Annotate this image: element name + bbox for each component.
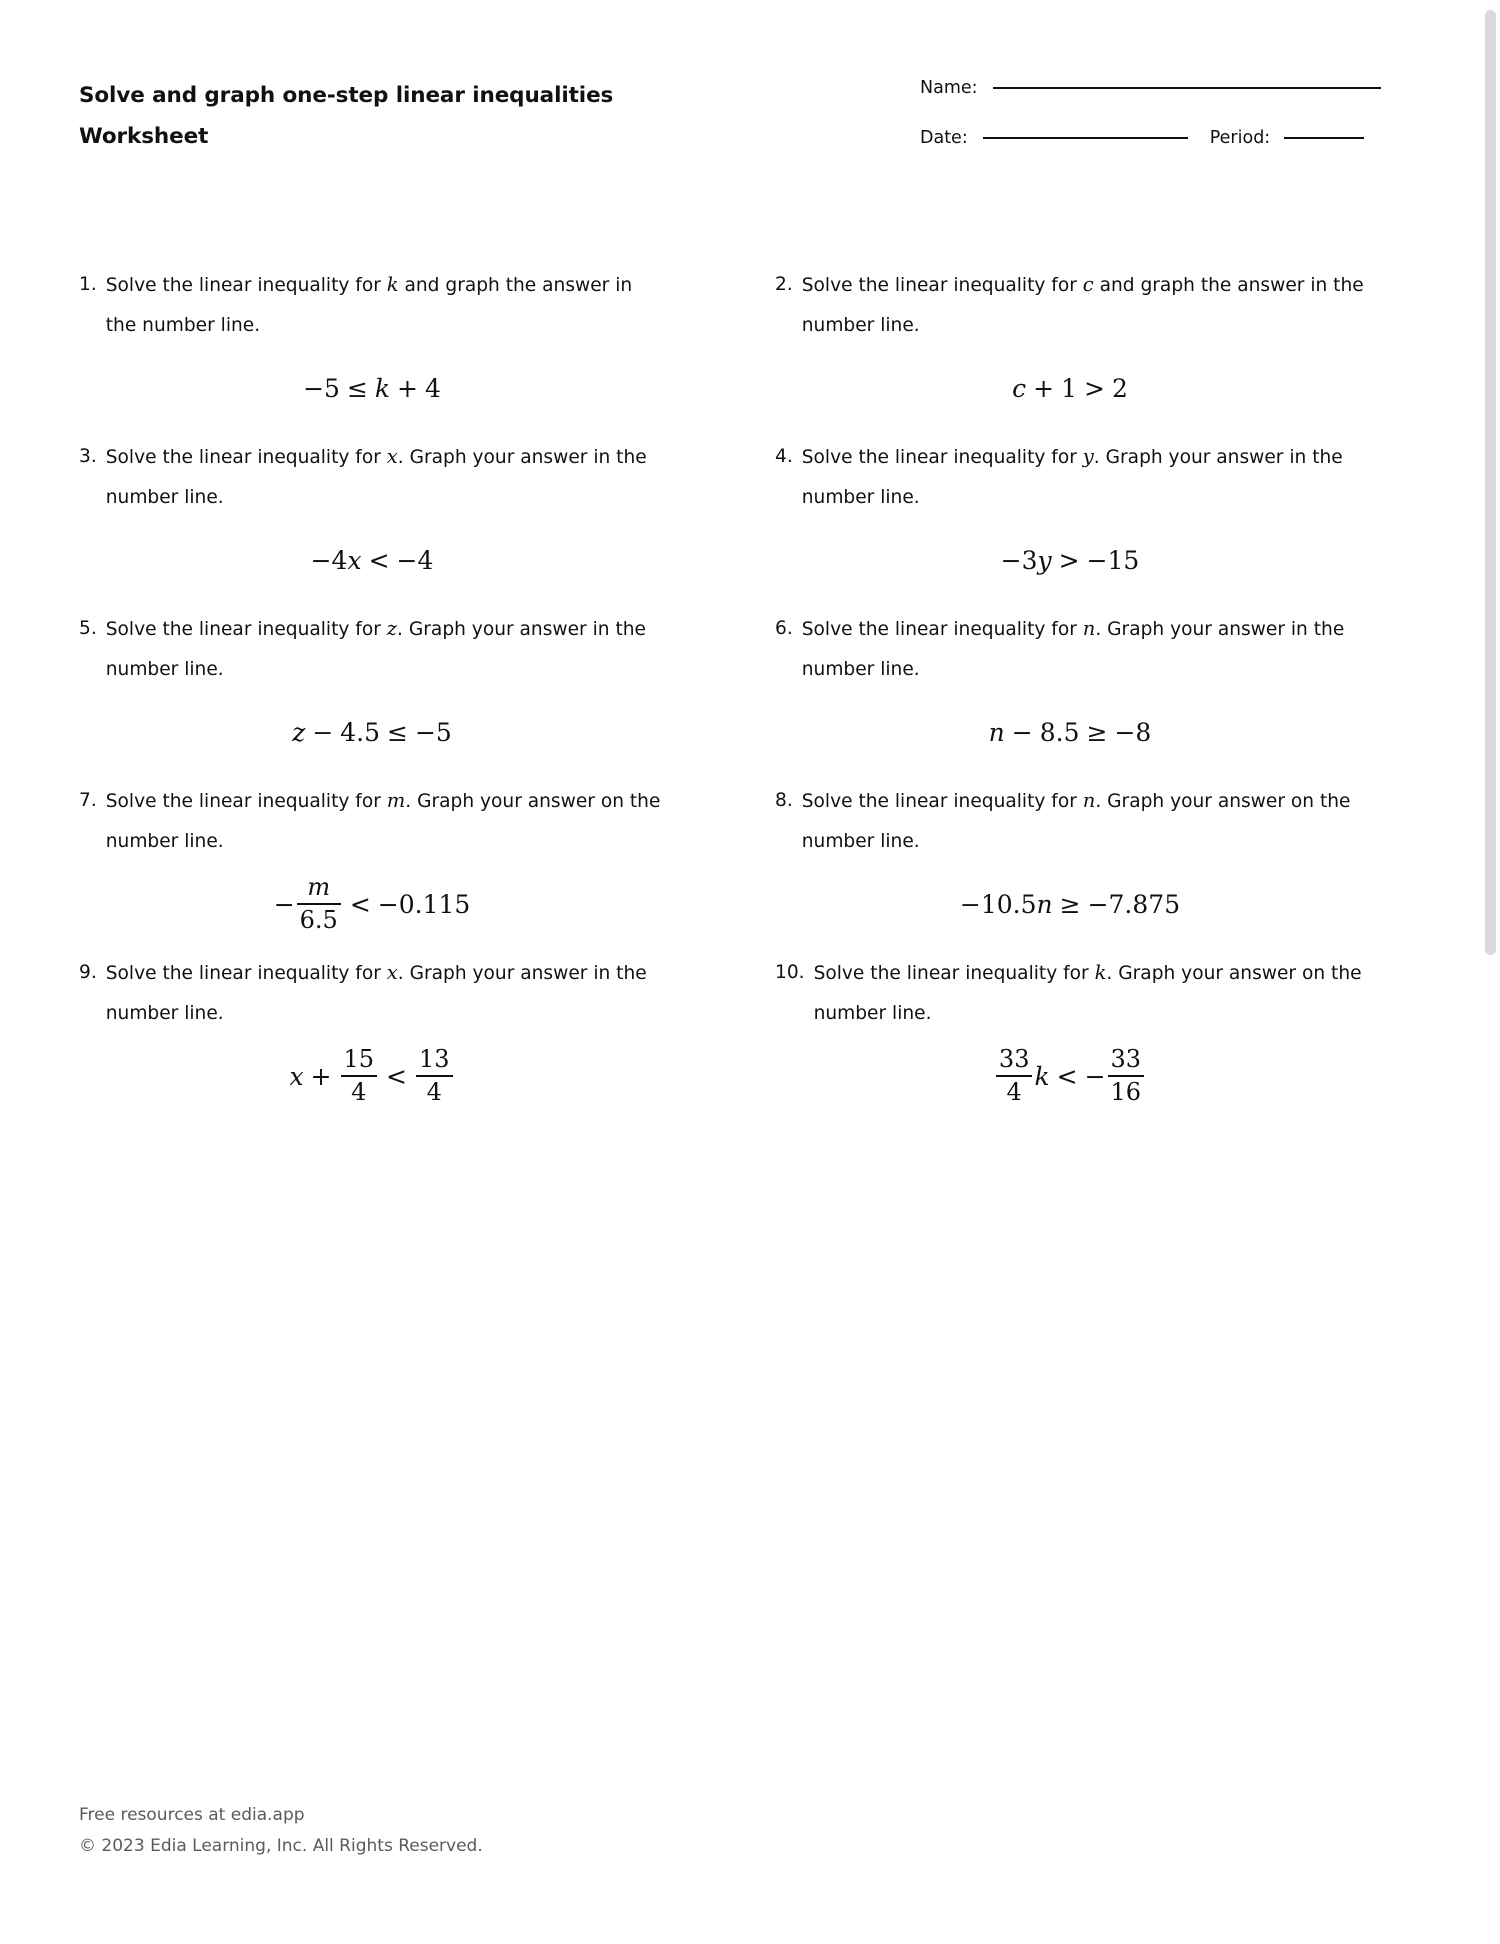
problem-10 bbox=[700, 953, 1400, 1125]
problem-8 bbox=[700, 781, 1400, 953]
page-footer bbox=[79, 1800, 483, 1862]
equation-variable: y bbox=[1037, 545, 1052, 575]
problem-prompt-text: Solve the linear inequality for c and graph the answer in the number line. bbox=[801, 273, 1364, 336]
problem-equation bbox=[775, 1044, 1365, 1106]
fraction-bar bbox=[1108, 1075, 1145, 1077]
fraction bbox=[341, 1044, 378, 1106]
problem-2 bbox=[700, 265, 1400, 437]
problem-variable: y bbox=[1082, 445, 1094, 468]
scrollbar-track[interactable] bbox=[1481, 0, 1500, 1944]
page-title-line-2: Worksheet bbox=[79, 124, 209, 149]
equation-term: 4 bbox=[425, 373, 441, 403]
problem-prompt bbox=[775, 437, 1365, 518]
equation-operator: + bbox=[397, 373, 418, 403]
equation-expression bbox=[959, 889, 1181, 919]
problem-number: 5. bbox=[79, 618, 97, 639]
problem-equation bbox=[775, 704, 1365, 760]
period-input-line[interactable] bbox=[1284, 137, 1364, 139]
equation-variable: k bbox=[374, 373, 391, 403]
problem-prompt-text: Solve the linear inequality for n. Graph your answer on the number line. bbox=[801, 789, 1351, 852]
equation-variable: x bbox=[347, 545, 362, 575]
equation-operator: ≥ bbox=[1059, 889, 1081, 919]
problem-prompt bbox=[79, 953, 665, 1034]
problem-variable: z bbox=[386, 617, 398, 640]
fraction-numerator: 15 bbox=[343, 1044, 375, 1073]
fraction-numerator: m bbox=[307, 872, 331, 901]
equation-term: −8 bbox=[1114, 717, 1152, 747]
equation-term: 2 bbox=[1111, 373, 1128, 403]
equation-operator: − bbox=[1011, 717, 1033, 747]
equation-operator: + bbox=[310, 1061, 332, 1091]
problem-number: 4. bbox=[775, 446, 793, 467]
problem-1 bbox=[0, 265, 700, 437]
equation-expression bbox=[1012, 373, 1128, 403]
equation-expression bbox=[988, 717, 1152, 747]
equation-variable: x bbox=[289, 1061, 304, 1091]
problem-prompt bbox=[79, 781, 665, 862]
problem-variable: c bbox=[1082, 273, 1094, 296]
problem-variable: k bbox=[1094, 961, 1107, 984]
problem-prompt bbox=[775, 609, 1365, 690]
problem-variable: k bbox=[386, 273, 399, 296]
equation-operator: < bbox=[386, 1061, 407, 1091]
problem-number: 8. bbox=[775, 790, 793, 811]
fraction-denominator: 4 bbox=[351, 1078, 367, 1106]
equation-term: − bbox=[1084, 1061, 1106, 1091]
equation-expression bbox=[273, 872, 471, 934]
name-label: Name: bbox=[920, 78, 978, 98]
fraction-bar bbox=[341, 1075, 378, 1077]
fraction bbox=[416, 1044, 453, 1106]
footer-resources-line: Free resources at edia.app bbox=[79, 1805, 305, 1825]
problem-number: 9. bbox=[79, 962, 97, 983]
problem-prompt-text: Solve the linear inequality for n. Graph your answer in the number line. bbox=[801, 617, 1345, 680]
equation-expression bbox=[310, 545, 434, 575]
problem-number: 3. bbox=[79, 446, 97, 467]
fraction-numerator: 33 bbox=[998, 1044, 1030, 1073]
problem-prompt bbox=[775, 781, 1365, 862]
problem-variable: x bbox=[386, 961, 398, 984]
equation-operator: < bbox=[368, 545, 390, 575]
problem-4 bbox=[700, 437, 1400, 609]
equation-expression bbox=[1000, 545, 1140, 575]
problem-number: 6. bbox=[775, 618, 793, 639]
problem-equation bbox=[775, 532, 1365, 588]
problem-7 bbox=[0, 781, 700, 953]
problem-3 bbox=[0, 437, 700, 609]
problem-prompt bbox=[79, 265, 665, 346]
equation-operator: < bbox=[349, 889, 371, 919]
equation-term: 4.5 bbox=[340, 717, 381, 747]
fraction bbox=[297, 872, 341, 934]
fraction-denominator: 4 bbox=[426, 1078, 442, 1106]
problem-equation bbox=[775, 360, 1365, 416]
problem-number: 10. bbox=[775, 962, 805, 983]
equation-variable: c bbox=[1012, 373, 1027, 403]
problem-prompt-text: Solve the linear inequality for m. Graph your answer on the number line. bbox=[105, 789, 661, 852]
problem-equation bbox=[79, 1044, 665, 1106]
equation-variable: n bbox=[1036, 889, 1053, 919]
equation-term: −4 bbox=[396, 545, 434, 575]
fraction bbox=[996, 1044, 1033, 1106]
problem-prompt-text: Solve the linear inequality for x. Graph your answer in the number line. bbox=[105, 445, 647, 508]
period-label: Period: bbox=[1209, 128, 1271, 148]
fraction-denominator: 4 bbox=[1006, 1078, 1022, 1106]
problem-prompt bbox=[79, 437, 665, 518]
problem-equation bbox=[79, 360, 665, 416]
equation-term: 1 bbox=[1061, 373, 1077, 403]
problem-prompt-text: Solve the linear inequality for k. Graph your answer on the number line. bbox=[813, 961, 1362, 1024]
problem-number: 1. bbox=[79, 274, 97, 295]
problem-5 bbox=[0, 609, 700, 781]
equation-operator: ≤ bbox=[387, 717, 408, 747]
equation-variable: k bbox=[1034, 1061, 1050, 1091]
fraction-denominator: 16 bbox=[1110, 1078, 1142, 1106]
equation-term: −15 bbox=[1086, 545, 1140, 575]
worksheet-header bbox=[0, 0, 1481, 190]
equation-term: −0.115 bbox=[377, 889, 471, 919]
equation-term: −5 bbox=[414, 717, 452, 747]
equation-term: −3 bbox=[1000, 545, 1038, 575]
equation-variable: z bbox=[292, 717, 306, 747]
problem-variable: m bbox=[386, 789, 406, 812]
equation-expression bbox=[292, 717, 452, 747]
equation-expression bbox=[303, 373, 441, 403]
equation-operator: > bbox=[1058, 545, 1080, 575]
equation-operator: ≤ bbox=[346, 373, 368, 403]
student-info-fields bbox=[920, 78, 1400, 159]
equation-term: −4 bbox=[310, 545, 348, 575]
fraction-denominator: 6.5 bbox=[299, 906, 338, 934]
problem-prompt-text: Solve the linear inequality for y. Graph your answer in the number line. bbox=[801, 445, 1343, 508]
problem-prompt-text: Solve the linear inequality for x. Graph your answer in the number line. bbox=[105, 961, 647, 1024]
fraction-bar bbox=[996, 1075, 1033, 1077]
equation-term: −7.875 bbox=[1087, 889, 1181, 919]
fraction-bar bbox=[416, 1075, 453, 1077]
page-title bbox=[79, 75, 679, 157]
fraction bbox=[1108, 1044, 1145, 1106]
equation-operator: > bbox=[1084, 373, 1105, 403]
date-input-line[interactable] bbox=[983, 137, 1188, 139]
date-label: Date: bbox=[920, 128, 968, 148]
problem-variable: n bbox=[1082, 617, 1096, 640]
problem-number: 7. bbox=[79, 790, 97, 811]
problems-grid bbox=[0, 265, 1481, 1125]
equation-term: −5 bbox=[303, 373, 340, 403]
problem-equation bbox=[79, 872, 665, 934]
equation-term: − bbox=[273, 889, 295, 919]
problem-number: 2. bbox=[775, 274, 793, 295]
problem-variable: n bbox=[1082, 789, 1096, 812]
date-period-field-row bbox=[920, 128, 1400, 159]
problem-prompt-text: Solve the linear inequality for k and graph the answer in the number line. bbox=[105, 273, 633, 336]
problem-6 bbox=[700, 609, 1400, 781]
equation-operator: + bbox=[1033, 373, 1055, 403]
equation-operator: < bbox=[1056, 1061, 1078, 1091]
equation-term: 8.5 bbox=[1039, 717, 1080, 747]
fraction-numerator: 33 bbox=[1110, 1044, 1142, 1073]
equation-operator: ≥ bbox=[1086, 717, 1108, 747]
name-field-row bbox=[920, 78, 1400, 109]
scrollbar-thumb[interactable] bbox=[1485, 10, 1496, 955]
fraction-numerator: 13 bbox=[419, 1044, 450, 1073]
equation-variable: n bbox=[988, 717, 1005, 747]
problem-equation bbox=[775, 876, 1365, 932]
name-input-line[interactable] bbox=[993, 87, 1381, 89]
problem-prompt-text: Solve the linear inequality for z. Graph your answer in the number line. bbox=[105, 617, 646, 680]
page-title-line-1: Solve and graph one-step linear inequalities bbox=[79, 83, 614, 108]
problem-variable: x bbox=[386, 445, 398, 468]
problem-prompt bbox=[79, 609, 665, 690]
problem-9 bbox=[0, 953, 700, 1125]
problem-equation bbox=[79, 532, 665, 588]
equation-expression bbox=[289, 1044, 454, 1106]
problem-prompt bbox=[775, 953, 1365, 1034]
equation-term: −10.5 bbox=[959, 889, 1037, 919]
equation-expression bbox=[994, 1044, 1146, 1106]
problem-prompt bbox=[775, 265, 1365, 346]
problem-equation bbox=[79, 704, 665, 760]
fraction-bar bbox=[297, 903, 341, 905]
equation-operator: − bbox=[312, 717, 334, 747]
footer-copyright-line: © 2023 Edia Learning, Inc. All Rights Reserved. bbox=[79, 1836, 483, 1856]
